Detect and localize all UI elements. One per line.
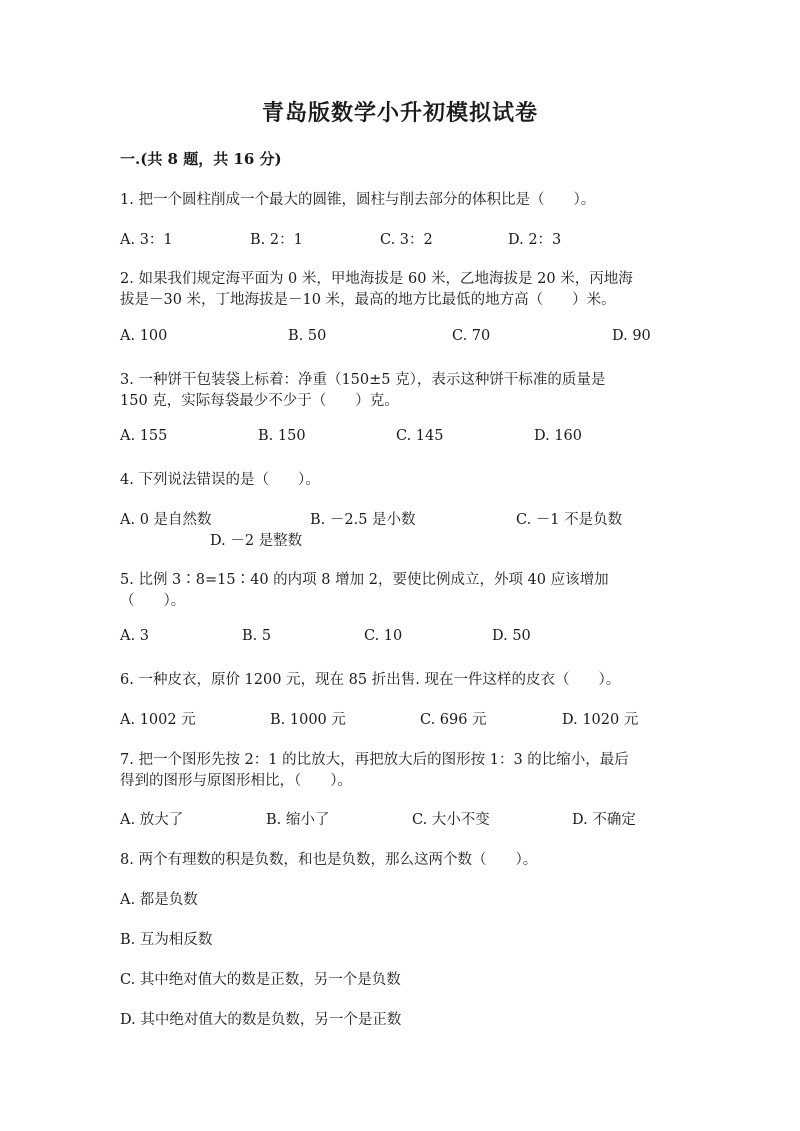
question-1-option-b: B. 2：1 — [250, 232, 303, 248]
question-3-option-c: C. 145 — [396, 428, 444, 444]
question-4-option-b: B. －2.5 是小数 — [310, 512, 416, 528]
question-2-text-line2: 拔是－30 米，丁地海拔是－10 米，最高的地方比最低的地方高（ ）米。 — [120, 292, 616, 308]
question-6-option-b: B. 1000 元 — [270, 712, 346, 728]
question-3-text-line2: 150 克，实际每袋最少不少于（ ）克。 — [120, 393, 399, 409]
question-8-text: 8. 两个有理数的积是负数，和也是负数，那么这两个数（ ）。 — [120, 852, 538, 868]
question-5-option-a: A. 3 — [120, 628, 149, 644]
question-2-text-line1: 2. 如果我们规定海平面为 0 米，甲地海拔是 60 米，乙地海拔是 20 米，丙地海 — [120, 271, 633, 287]
question-6-option-d: D. 1020 元 — [562, 712, 639, 728]
question-4-option-a: A. 0 是自然数 — [120, 512, 212, 528]
question-8-option-a: A. 都是负数 — [120, 892, 198, 908]
question-5-text-line2: （ ）。 — [120, 593, 186, 609]
question-7-option-b: B. 缩小了 — [266, 812, 330, 828]
question-1-text: 1. 把一个圆柱削成一个最大的圆锥，圆柱与削去部分的体积比是（ ）。 — [120, 192, 596, 208]
question-1-option-a: A. 3：1 — [120, 232, 173, 248]
question-4-option-d: D. －2 是整数 — [210, 533, 303, 549]
question-7-option-d: D. 不确定 — [572, 812, 636, 828]
question-5-option-c: C. 10 — [364, 628, 403, 644]
question-6-option-c: C. 696 元 — [420, 712, 487, 728]
question-7-text-line2: 得到的图形与原图形相比，（ ）。 — [120, 773, 352, 789]
question-7-option-a: A. 放大了 — [120, 812, 184, 828]
question-2-option-d: D. 90 — [612, 328, 651, 344]
question-6-text: 6. 一种皮衣，原价 1200 元，现在 85 折出售. 现在一件这样的皮衣（ ）。 — [120, 672, 621, 688]
exam-title: 青岛版数学小升初模拟试卷 — [261, 100, 538, 126]
question-6-option-a: A. 1002 元 — [120, 712, 196, 728]
question-7-text-line1: 7. 把一个图形先按 2：1 的比放大，再把放大后的图形按 1：3 的比缩小，最后 — [120, 752, 629, 768]
question-8-option-d: D. 其中绝对值大的数是负数，另一个是正数 — [120, 1012, 402, 1028]
question-1-option-d: D. 2：3 — [508, 232, 562, 248]
question-8-option-c: C. 其中绝对值大的数是正数，另一个是负数 — [120, 972, 401, 988]
question-4-text: 4. 下列说法错误的是（ ）。 — [120, 472, 320, 488]
question-1-option-c: C. 3：2 — [380, 232, 433, 248]
question-3-option-a: A. 155 — [120, 428, 168, 444]
question-8-option-b: B. 互为相反数 — [120, 932, 213, 948]
question-2-option-a: A. 100 — [120, 328, 168, 344]
question-7-option-c: C. 大小不变 — [412, 812, 490, 828]
question-5-option-b: B. 5 — [242, 628, 272, 644]
question-4-option-c: C. －1 不是负数 — [516, 512, 623, 528]
question-2-option-c: C. 70 — [452, 328, 491, 344]
question-2-option-b: B. 50 — [288, 328, 327, 344]
question-5-option-d: D. 50 — [492, 628, 531, 644]
question-3-text-line1: 3. 一种饼干包装袋上标着：净重（150±5 克），表示这种饼干标准的质量是 — [120, 372, 606, 388]
question-5-text-line1: 5. 比例 3∶8=15∶40 的内项 8 增加 2，要使比例成立，外项 40 应该增加 — [120, 572, 609, 588]
section-heading: 一.(共 8 题，共 16 分) — [120, 150, 282, 168]
question-3-option-b: B. 150 — [258, 428, 306, 444]
question-3-option-d: D. 160 — [534, 428, 583, 444]
